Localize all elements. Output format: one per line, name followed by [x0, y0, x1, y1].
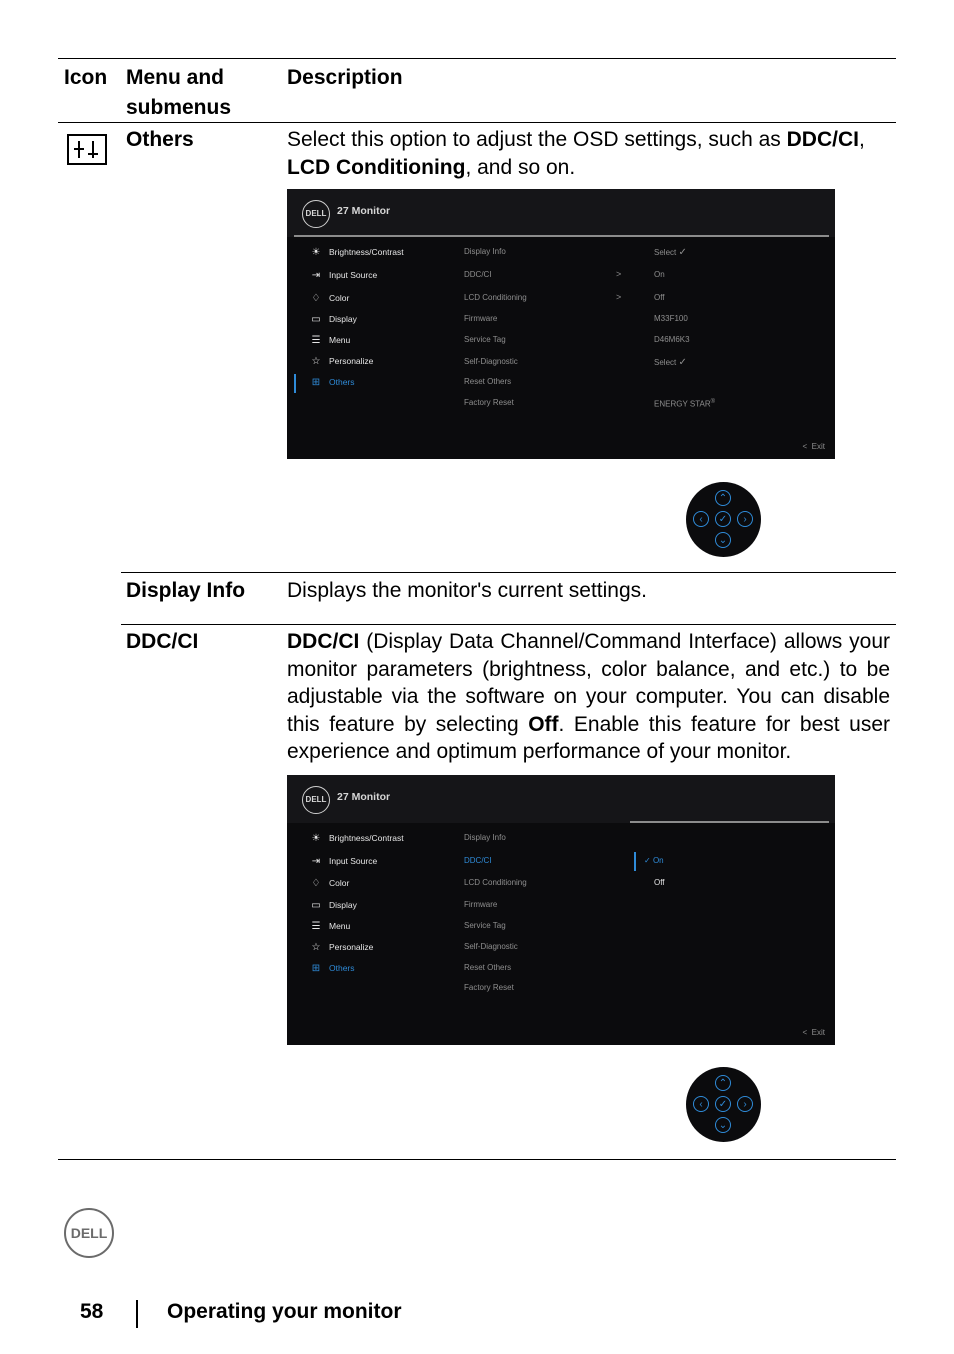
color-icon: ♢: [311, 878, 321, 889]
left-icon: ‹: [693, 511, 709, 527]
chevron-left-icon: <: [802, 1028, 808, 1037]
header-menu-line2: submenus: [126, 96, 232, 119]
brightness-icon: ☀: [311, 247, 321, 258]
section-title: Operating your monitor: [167, 1300, 402, 1323]
input-source-icon: ⇥: [311, 270, 321, 281]
ddcci-desc-bold1: DDC/CI: [287, 630, 360, 653]
others-desc-text1: Select this option to adjust the OSD settings, such as: [287, 128, 787, 151]
chevron-right-icon: >: [616, 269, 622, 279]
down-icon: ⌄: [715, 1117, 731, 1133]
page-number: 58: [80, 1300, 104, 1323]
table-top-rule: [58, 58, 896, 59]
display-info-description: Displays the monitor's current settings.: [287, 579, 647, 602]
submenu-lcd-conditioning[interactable]: LCD Conditioning: [464, 293, 527, 302]
brightness-icon: ☀: [311, 833, 321, 844]
header-menu: [126, 63, 231, 123]
menu-icon: ☰: [311, 921, 321, 932]
menu-item-display[interactable]: ▭ Display: [309, 900, 357, 911]
display-icon: ▭: [311, 314, 321, 325]
menu-item-color[interactable]: ♢ Color: [309, 293, 349, 304]
star-icon: ☆: [311, 942, 321, 953]
osd-title: 27 Monitor: [337, 205, 391, 217]
submenu-self-diagnostic[interactable]: Self-Diagnostic: [464, 942, 518, 951]
header-icon: Icon: [64, 66, 108, 89]
ddcci-title: DDC/CI: [126, 630, 199, 653]
value-service-tag: D46M6K3: [654, 335, 690, 344]
menu-item-display[interactable]: ▭ Display: [309, 314, 357, 325]
menu-item-others[interactable]: ⊞ Others: [309, 377, 355, 388]
osd-separator: [630, 821, 829, 823]
others-desc-bold2: LCD Conditioning: [287, 155, 466, 179]
submenu-firmware: Firmware: [464, 900, 498, 909]
ddcci-desc-bold2: Off: [528, 712, 559, 736]
ddcci-description: [287, 628, 890, 766]
osd-screenshot-others: [287, 189, 835, 459]
right-icon: ›: [737, 511, 753, 527]
value-display-info: Select ✓: [654, 247, 687, 258]
menu-item-brightness[interactable]: ☀ Brightness/Contrast: [309, 833, 404, 844]
menu-item-menu[interactable]: ☰ Menu: [309, 335, 350, 346]
submenu-firmware: Firmware: [464, 314, 498, 323]
active-indicator: [294, 374, 296, 393]
option-on[interactable]: ✓ On: [644, 856, 664, 865]
joystick-diagram: [686, 482, 761, 557]
menu-item-color[interactable]: ♢ Color: [309, 878, 349, 889]
header-bottom-rule: [58, 122, 896, 123]
dell-logo: DELL: [302, 200, 330, 228]
others-title: Others: [126, 128, 194, 151]
others-icon-small: ⊞: [311, 377, 321, 388]
menu-item-input-source[interactable]: ⇥ Input Source: [309, 856, 377, 867]
others-desc-text3: , and so on.: [465, 155, 576, 179]
value-ddcci: On: [654, 270, 665, 279]
registered-mark: ®: [710, 399, 716, 405]
menu-item-personalize[interactable]: ☆ Personalize: [309, 356, 373, 367]
submenu-factory-reset[interactable]: Factory Reset: [464, 398, 514, 407]
exit-button[interactable]: < Exit: [802, 442, 825, 451]
submenu-display-info[interactable]: Display Info: [464, 247, 506, 256]
value-energy-star: ENERGY STAR®: [654, 399, 716, 409]
left-icon: ‹: [693, 1096, 709, 1112]
osd-screenshot-ddcci: [287, 775, 835, 1045]
submenu-ddcci[interactable]: DDC/CI: [464, 856, 492, 865]
others-desc-bold1: DDC/CI: [786, 128, 859, 151]
exit-button[interactable]: < Exit: [802, 1028, 825, 1037]
check-icon: ✓: [678, 247, 687, 258]
ddcci-desc-text1: (Display Data Channel/Command Interface) allows your monitor parameters (brightness, color balance, and etc.) to be adjustable via the software on your computer. You can disable this feature by selecting: [287, 630, 890, 736]
others-icon: [67, 134, 107, 165]
star-icon: ☆: [311, 356, 321, 367]
dell-logo: DELL: [302, 786, 330, 814]
menu-item-brightness[interactable]: ☀ Brightness/Contrast: [309, 247, 404, 258]
others-icon-small: ⊞: [311, 963, 321, 974]
up-icon: ⌃: [715, 490, 731, 506]
value-self-diagnostic: Select ✓: [654, 357, 687, 368]
check-icon: ✓: [644, 856, 651, 865]
ddcci-desc-text2: . Enable this feature for best user experience and optimum performance of your monitor.: [287, 712, 890, 763]
menu-item-others[interactable]: ⊞ Others: [309, 963, 355, 974]
menu-icon: ☰: [311, 335, 321, 346]
color-icon: ♢: [311, 293, 321, 304]
menu-item-menu[interactable]: ☰ Menu: [309, 921, 350, 932]
osd-separator: [294, 235, 829, 237]
menu-item-personalize[interactable]: ☆ Personalize: [309, 942, 373, 953]
input-source-icon: ⇥: [311, 856, 321, 867]
row-rule-ddcci: [121, 624, 896, 625]
header-description: Description: [287, 66, 403, 89]
submenu-ddcci[interactable]: DDC/CI: [464, 270, 492, 279]
display-icon: ▭: [311, 900, 321, 911]
value-lcd-conditioning: Off: [654, 293, 665, 302]
check-icon: ✓: [715, 1096, 731, 1112]
submenu-self-diagnostic[interactable]: Self-Diagnostic: [464, 357, 518, 366]
submenu-reset-others[interactable]: Reset Others: [464, 377, 512, 386]
submenu-reset-others[interactable]: Reset Others: [464, 963, 512, 972]
others-description: [287, 126, 892, 181]
row-rule-display-info: [121, 572, 896, 573]
submenu-display-info[interactable]: Display Info: [464, 833, 506, 842]
submenu-service-tag: Service Tag: [464, 921, 506, 930]
submenu-lcd-conditioning[interactable]: LCD Conditioning: [464, 878, 527, 887]
right-icon: ›: [737, 1096, 753, 1112]
joystick-diagram: [686, 1067, 761, 1142]
chevron-right-icon: >: [616, 292, 622, 302]
active-indicator: [634, 852, 636, 871]
chevron-left-icon: <: [802, 442, 808, 451]
others-desc-text2: ,: [858, 128, 865, 151]
submenu-factory-reset[interactable]: Factory Reset: [464, 983, 514, 992]
osd-title: 27 Monitor: [337, 791, 391, 803]
header-menu-line1: Menu and: [126, 66, 224, 89]
menu-item-input-source[interactable]: ⇥ Input Source: [309, 270, 377, 281]
display-info-title: Display Info: [126, 579, 246, 602]
table-bottom-rule: [58, 1159, 896, 1160]
footer-divider: [136, 1300, 138, 1328]
dell-logo-footer: DELL: [64, 1208, 114, 1258]
submenu-service-tag: Service Tag: [464, 335, 506, 344]
up-icon: ⌃: [715, 1075, 731, 1091]
check-icon: ✓: [715, 511, 731, 527]
option-off[interactable]: Off: [654, 878, 665, 887]
down-icon: ⌄: [715, 532, 731, 548]
value-firmware: M33F100: [654, 314, 688, 323]
check-icon: ✓: [678, 357, 687, 368]
